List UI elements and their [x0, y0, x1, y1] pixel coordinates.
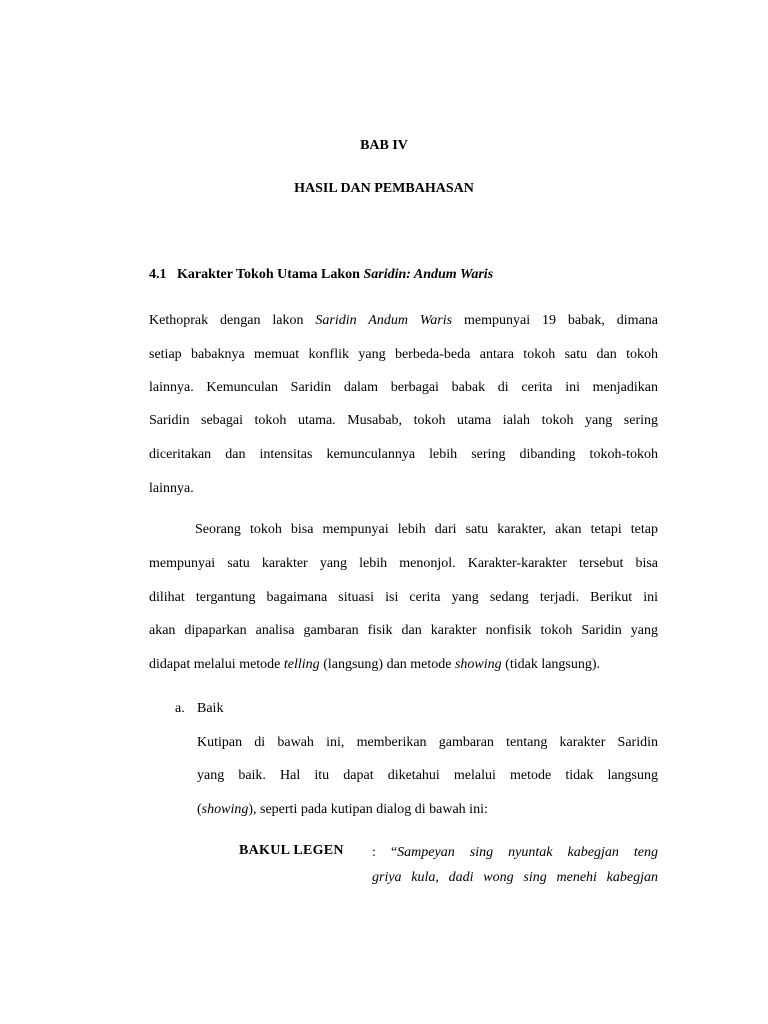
- text-span: (tidak langsung).: [501, 657, 601, 672]
- section-number: 4.1: [149, 267, 167, 282]
- list-marker: a.: [175, 701, 185, 716]
- paragraph-line: [149, 657, 658, 673]
- paragraph-line: diceritakan dan intensitas kemunculannya lebih sering dibanding tokoh-tokoh: [149, 447, 658, 462]
- paragraph-line: [149, 313, 658, 329]
- dialog-line: [372, 845, 658, 861]
- paragraph-line: setiap babaknya memuat konflik yang berbeda-beda antara tokoh satu dan tokoh: [149, 347, 658, 362]
- dialog-colon: : “: [372, 845, 398, 860]
- dialog-text: Sampeyan sing nyuntak kabegjan teng: [397, 845, 658, 860]
- list-item-title: Baik: [197, 701, 224, 716]
- italic-span: Saridin Andum Waris: [315, 313, 453, 328]
- text-span: mempunyai 19 babak, dimana: [452, 313, 658, 328]
- section-heading: [149, 267, 493, 283]
- paragraph-line: mempunyai satu karakter yang lebih menonjol. Karakter-karakter tersebut bisa: [149, 556, 658, 571]
- italic-span: telling: [283, 657, 320, 672]
- paragraph-line: Saridin sebagai tokoh utama. Musabab, tokoh utama ialah tokoh yang sering: [149, 413, 658, 428]
- text-span: Kethoprak dengan lakon: [149, 313, 316, 328]
- dialog-speaker: BAKUL LEGEN: [239, 843, 344, 858]
- section-title: Karakter Tokoh Utama Lakon: [177, 267, 364, 282]
- chapter-heading: BAB IV: [360, 138, 408, 153]
- text-span: (langsung) dan metode: [319, 657, 455, 672]
- paragraph-line: akan dipaparkan analisa gambaran fisik dan karakter nonfisik tokoh Saridin yang: [149, 623, 658, 638]
- paragraph-line: [197, 802, 658, 818]
- paragraph-line: lainnya.: [149, 481, 194, 496]
- paragraph-line: yang baik. Hal itu dapat diketahui melalui metode tidak langsung: [197, 768, 658, 783]
- text-span: didapat melalui metode: [149, 657, 284, 672]
- text-span: ), seperti pada kutipan dialog di bawah ini:: [248, 802, 488, 817]
- dialog-line: griya kula, dadi wong sing menehi kabegjan: [372, 870, 658, 885]
- paragraph-line: Kutipan di bawah ini, memberikan gambaran tentang karakter Saridin: [197, 735, 658, 750]
- paragraph-line: Seorang tokoh bisa mempunyai lebih dari satu karakter, akan tetapi tetap: [195, 522, 658, 537]
- section-title-italic: Saridin: Andum Waris: [363, 267, 494, 282]
- text-span: (: [197, 802, 202, 817]
- paragraph-line: dilihat tergantung bagaimana situasi isi cerita yang sedang terjadi. Berikut ini: [149, 590, 658, 605]
- list-item-heading: [175, 701, 223, 717]
- chapter-title: HASIL DAN PEMBAHASAN: [294, 181, 474, 196]
- italic-span: showing: [454, 657, 502, 672]
- italic-span: showing: [201, 802, 249, 817]
- paragraph-line: lainnya. Kemunculan Saridin dalam berbagai babak di cerita ini menjadikan: [149, 380, 658, 395]
